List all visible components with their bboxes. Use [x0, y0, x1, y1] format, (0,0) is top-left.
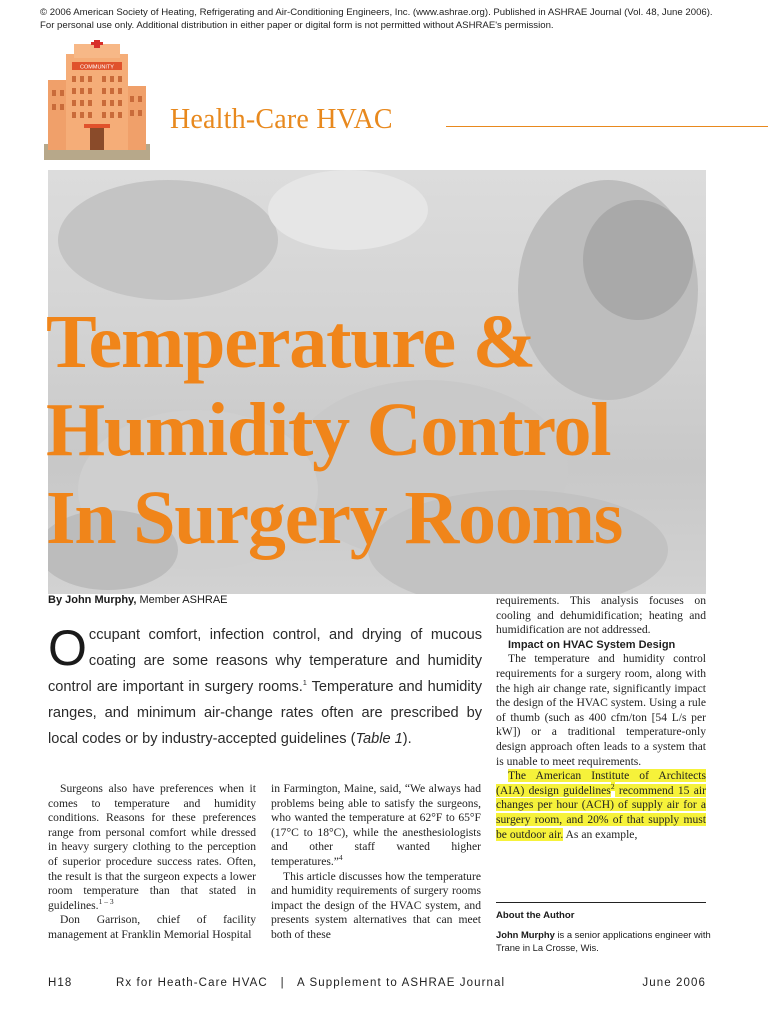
- col2-p1-text: in Farmington, Maine, said, “We always had problems being able to satisfy the surgeons, who wanted the temperature at 62°F to 65°F (17°C to 18°C), while the anesthesiologists and other staff wanted higher temperatures.”: [271, 782, 481, 868]
- body-column-2: [271, 782, 481, 943]
- footer-page-number: H18: [48, 977, 73, 989]
- lede-text-2: Temperature and humidity ranges, and minimum air-change rates often are prescribed by local codes or by industry-accepted guidelines (: [48, 679, 482, 747]
- col3-paragraph-2: The temperature and humidity control requirements for a surgery room, along with the high air change rate, significantly impact the design of the HVAC system. Using a rule of thumb (such as 400 cfm/ton [54 L/s per kW]) or a traditional temperature-only design approach often leads to a system that is unable to meet requirements.: [496, 652, 706, 768]
- headline-line-1: Temperature &: [46, 300, 535, 384]
- col3-paragraph-1: requirements. This analysis focuses on cooling and dehumidification; heating and humidification are not addressed.: [496, 594, 706, 637]
- drop-cap: O: [48, 620, 87, 676]
- article-headline: [46, 298, 736, 562]
- about-author-title: About the Author: [496, 910, 575, 921]
- col1-paragraph-2: Don Garrison, chief of facility management at Franklin Memorial Hospital: [48, 913, 256, 941]
- highlighted-text-2: recommend 15 air changes per hour (ACH) of supply air for a surgery room, and 20% of that supply must be outdoor air.: [496, 783, 706, 841]
- copyright-line-1: © 2006 American Society of Heating, Refrigerating and Air-Conditioning Engineers, Inc. (www.ashrae.org). Published in ASHRAE Journal (Vol. 48, June 2006).: [40, 7, 713, 18]
- about-author-bio: is a senior applications engineer with Trane in La Crosse, Wis.: [496, 929, 711, 953]
- lede-text-3: ).: [402, 731, 412, 747]
- copyright-line-2: For personal use only. Additional distribution in either paper or digital form is not permitted without ASHRAE's permission.: [40, 20, 554, 31]
- col3-subhead: Impact on HVAC System Design: [508, 638, 676, 651]
- hospital-sign-text: COMMUNITY: [80, 64, 114, 71]
- col3-paragraph-3: [496, 769, 706, 842]
- section-title-rule: [446, 126, 768, 127]
- col3-footnote-ref: 2: [610, 781, 615, 791]
- footer-date: June 2006: [642, 977, 706, 989]
- col2-footnote-ref: 4: [338, 853, 343, 863]
- lede-paragraph: [48, 622, 482, 752]
- col1-p1-text: Surgeons also have preferences when it comes to temperature and humidity conditions. Reasons for these preferences range from personal comfort while dressed in heavy surgery clothing to the perception of superior procedure success rates. Often, the result is that the surgeon expects a lower room temperature than that stated in guidelines.: [48, 782, 256, 912]
- col1-paragraph-1: [48, 782, 256, 913]
- headline-line-3: In Surgery Rooms: [46, 476, 623, 560]
- col1-footnote-ref: 1 – 3: [98, 896, 114, 906]
- page-footer: [48, 977, 706, 993]
- col2-paragraph-1: [271, 782, 481, 870]
- col3-p3-rest: As an example,: [563, 827, 638, 841]
- section-title: Health-Care HVAC: [170, 104, 393, 135]
- footer-publication: Rx for Heath-Care HVAC | A Supplement to ASHRAE Journal: [116, 977, 506, 989]
- headline-line-2: Humidity Control: [46, 388, 611, 472]
- highlighted-text-1: The American Institute of Architects (AIA) design guidelines: [496, 769, 706, 797]
- table-reference: Table 1: [355, 731, 403, 747]
- body-column-3: [496, 594, 706, 842]
- author-role: Member ASHRAE: [136, 594, 228, 606]
- about-author-name: John Murphy: [496, 929, 555, 940]
- col2-paragraph-2: This article discusses how the temperature and humidity requirements of surgery rooms impact the design of the HVAC system, and presents system alternatives that can meet both of these: [271, 869, 481, 941]
- lede-footnote-ref: 1: [302, 678, 307, 688]
- byline: [48, 594, 228, 606]
- about-author-text: [496, 928, 711, 954]
- author-name: By John Murphy,: [48, 594, 137, 606]
- body-column-1: [48, 782, 256, 943]
- copyright-notice: [40, 6, 760, 32]
- about-author-rule: [496, 902, 706, 903]
- lede-text-1: ccupant comfort, infection control, and drying of mucous coating are some reasons why temperature and humidity control are important in surgery rooms.: [48, 627, 482, 695]
- hospital-building-illustration: [44, 40, 150, 160]
